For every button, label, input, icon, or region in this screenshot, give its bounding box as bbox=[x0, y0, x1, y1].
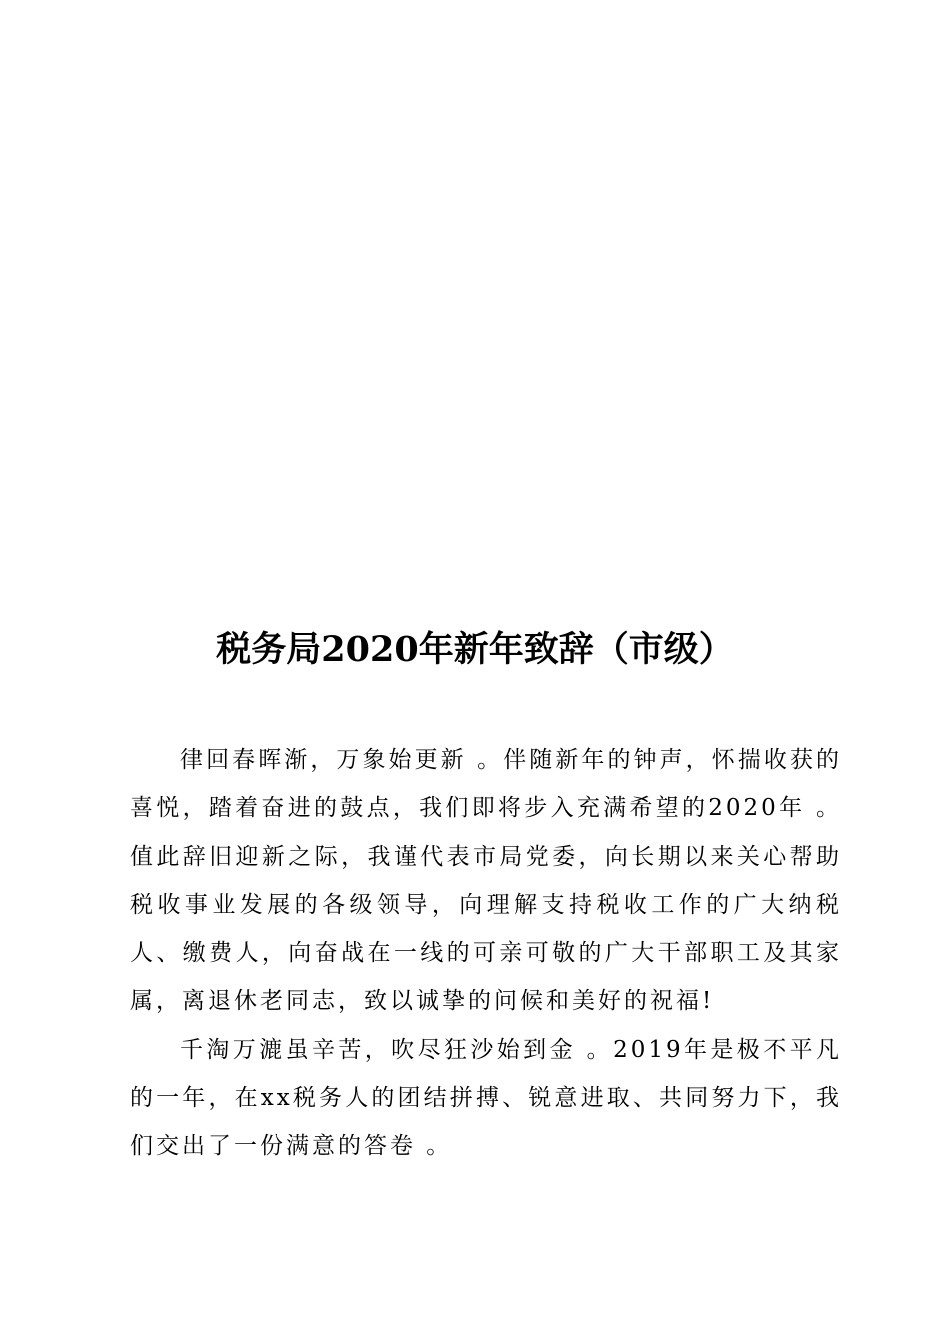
body-paragraph-1: 律回春晖渐，万象始更新 。伴随新年的钟声，怀揣收获的喜悦，踏着奋进的鼓点，我们即将步入充满希望的2020年 。值此辞旧迎新之际，我谨代表市局党委，向长期以来关心帮助税收事业发展的各级领导，向理解支持税收工作的广大纳税人、缴费人，向奋战在一线的可亲可敬的广大干部职工及其家属，离退休老同志，致以诚挚的问候和美好的祝福! bbox=[130, 747, 842, 1015]
document-title: 税务局2020年新年致辞（市级） bbox=[216, 629, 734, 670]
body-paragraph-2: 千淘万漉虽辛苦，吹尽狂沙始到金 。2019年是极不平凡的一年，在xx税务人的团结拼搏、锐意进取、共同努力下，我们交出了一份满意的答卷 。 bbox=[130, 1036, 842, 1160]
document-body bbox=[130, 736, 842, 1171]
